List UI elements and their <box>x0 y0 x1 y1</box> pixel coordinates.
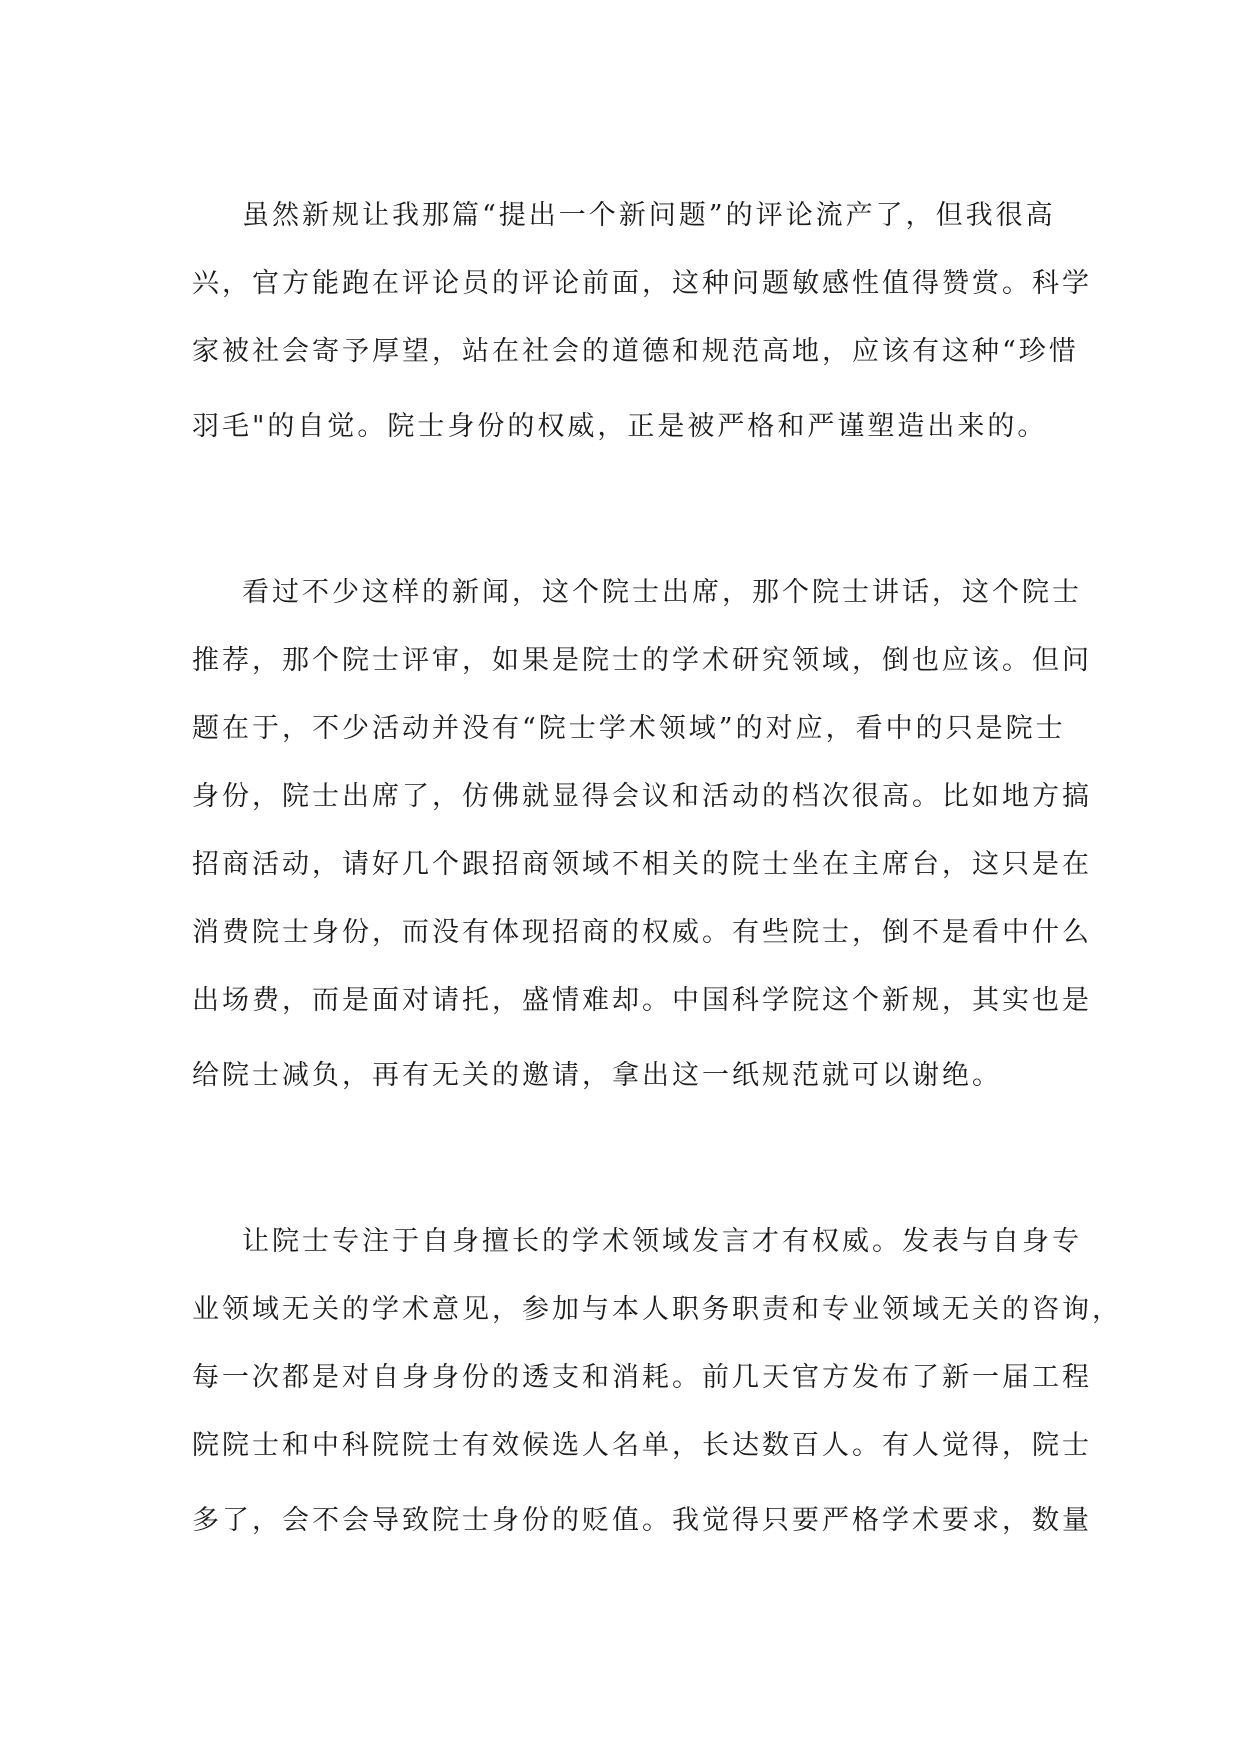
paragraph-2-line-3: 题在于，不少活动并没有“院士学术领域”的对应，看中的只是院士 <box>192 713 1066 744</box>
paragraph-3-line-5: 多了，会不会导致院士身份的贬值。我觉得只要严格学术要求，数量 <box>192 1505 1092 1536</box>
paragraph-2-line-5: 招商活动，请好几个跟招商领域不相关的院士坐在主席台，这只是在 <box>192 849 1092 880</box>
paragraph-2-line-4: 身份，院士出席了，仿佛就显得会议和活动的档次很高。比如地方搞 <box>192 781 1092 812</box>
paragraph-1-line-2: 兴，官方能跑在评论员的评论前面，这种问题敏感性值得赞赏。科学 <box>192 268 1092 299</box>
paragraph-1-line-4: 羽毛"的自觉。院士身份的权威，正是被严格和严谨塑造出来的。 <box>192 411 1048 442</box>
paragraph-2-line-1: 看过不少这样的新闻，这个院士出席，那个院士讲话，这个院士 <box>242 577 1082 608</box>
paragraph-3-line-4: 院院士和中科院院士有效候选人名单，长达数百人。有人觉得，院士 <box>192 1430 1092 1461</box>
paragraph-3-line-2: 业领域无关的学术意见，参加与本人职务职责和专业领域无关的咨询， <box>192 1294 1122 1325</box>
paragraph-2-line-8: 给院士减负，再有无关的邀请，拿出这一纸规范就可以谢绝。 <box>192 1060 1002 1091</box>
paragraph-2-line-6: 消费院士身份，而没有体现招商的权威。有些院士，倒不是看中什么 <box>192 917 1092 948</box>
paragraph-1-line-1: 虽然新规让我那篇“提出一个新问题”的评论流产了，但我很高 <box>242 200 1056 231</box>
paragraph-3-line-1: 让院士专注于自身擅长的学术领域发言才有权威。发表与自身专 <box>242 1226 1082 1257</box>
paragraph-2-line-7: 出场费，而是面对请托，盛情难却。中国科学院这个新规，其实也是 <box>192 985 1092 1016</box>
paragraph-2-line-2: 推荐，那个院士评审，如果是院士的学术研究领域，倒也应该。但问 <box>192 645 1092 676</box>
paragraph-3-line-3: 每一次都是对自身身份的透支和消耗。前几天官方发布了新一届工程 <box>192 1362 1092 1393</box>
paragraph-1-line-3: 家被社会寄予厚望，站在社会的道德和规范高地，应该有这种“珍惜 <box>192 336 1079 367</box>
